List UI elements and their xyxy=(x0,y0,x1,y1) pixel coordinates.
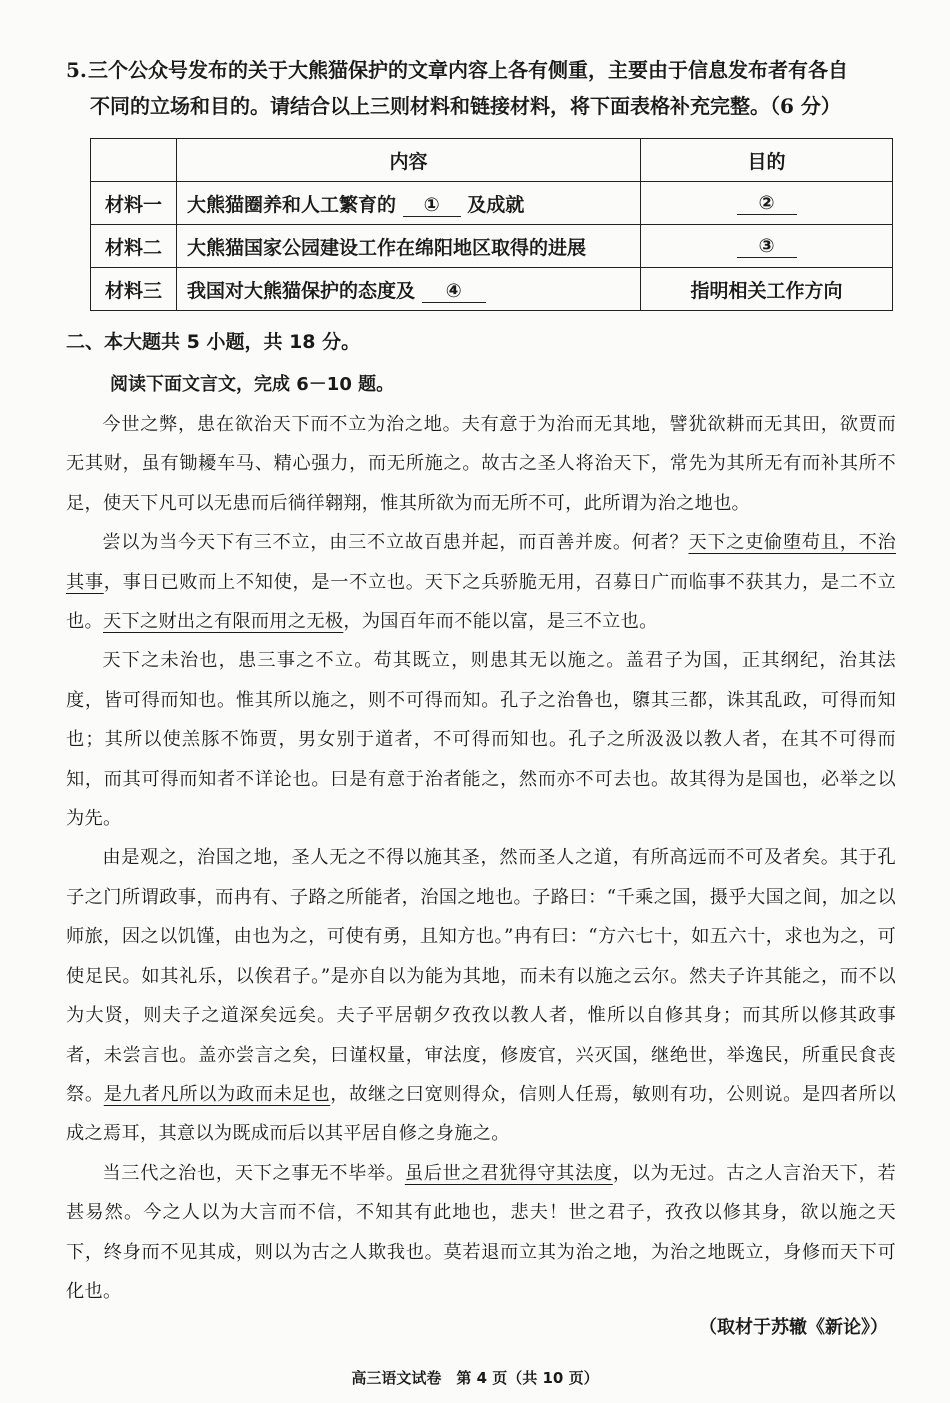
passage-paragraph-4 xyxy=(66,838,896,1153)
row-purpose xyxy=(641,225,893,268)
row-purpose: 指明相关工作方向 xyxy=(641,268,893,311)
reading-instruction: 阅读下面文言文，完成 6－10 题。 xyxy=(110,374,395,395)
row-purpose xyxy=(641,182,893,225)
content-text-after: 及成就 xyxy=(467,193,525,216)
classical-chinese-passage xyxy=(66,405,896,1311)
text-segment: 尝以为当今天下有三不立，由三不立故百患并起，而百善并废。何者？ xyxy=(102,532,689,554)
text-segment: ，以为无过。古之人言治天下，若甚易然。今之人以为大言而不信，不知其有此地也，悲夫！世之君子，孜孜以修其身，欲以施之天下，终身而不见其成，则以为古之人欺我也。莫若退而立其为治之地，为治之地既立，身修而天下可化也。 xyxy=(66,1162,896,1302)
table-header-empty xyxy=(91,139,177,182)
text-segment: ，故继之曰宽则得众，信则人任焉，敏则有功，公则说。是四者所以成之焉耳，其意以为既成而后以其平居自修之身施之。 xyxy=(66,1083,896,1145)
question-text-line2: 不同的立场和目的。请结合以上三则材料和链接材料，将下面表格补充完整。（6 分） xyxy=(90,94,841,118)
text-segment: 由是观之，治国之地，圣人无之不得以施其圣，然而圣人之道，有所高远而不可及者矣。其于孔子之门所谓政事，而冉有、子路之所能者，治国之地也。子路曰：“千乘之国，摄乎大国之间，加之以师旅，因之以饥馑，由也为之，可使有勇，且知方也。”冉有曰：“方六七十，如五六十，求也为之，可使足民。如其礼乐，以俟君子。”是亦自以为能为其地，而未有以施之云尔。然夫子许其能之，而不以为大贤，则夫子之道深矣远矣。夫子平居朝夕孜孜以教人者，惟所以自修其身；而其所以修其政事者，未尝言也。盖亦尝言之矣，曰谨权量，审法度，修废官，兴灭国，继绝世，举逸民，所重民食丧祭。 xyxy=(66,847,896,1105)
answer-blank-4[interactable]: ④ xyxy=(422,280,486,303)
text-segment: ，事日已败而上不知使，是一不立也。天下之兵骄脆无用，召募日广而临事不获其力，是二不立也。 xyxy=(66,571,896,633)
table-row xyxy=(91,182,893,225)
text-segment: 当三代之治也，天下之事无不毕举。 xyxy=(102,1162,405,1184)
passage-paragraph-2 xyxy=(66,523,896,641)
row-label: 材料一 xyxy=(91,182,177,225)
question-text-line1: 三个公众号发布的关于大熊猫保护的文章内容上各有侧重，主要由于信息发布者有各自 xyxy=(88,58,848,82)
passage-source: （取材于苏辙《新论》） xyxy=(699,1317,888,1338)
row-content xyxy=(177,268,641,311)
row-content xyxy=(177,182,641,225)
underlined-sentence-3: 是九者凡所以为政而未足也 xyxy=(103,1083,331,1105)
underlined-sentence-1: 天下之吏偷堕苟且，不治其事 xyxy=(66,532,896,593)
table-row xyxy=(91,225,893,268)
passage-paragraph-1: 今世之弊，患在欲治天下而不立为治之地。夫有意于为治而无其地，譬犹欲耕而无其田，欲贾而无其财，虽有锄耰车马、精心强力，而无所施之。故古之圣人将治天下，常先为其所无有而补其所不足，使天下凡可以无患而后徜徉翱翔，惟其所欲为而无所不可，此所谓为治之地也。 xyxy=(66,414,896,514)
question-number: 5. xyxy=(66,58,87,82)
underlined-sentence-4: 虽后世之君犹得守其法度 xyxy=(404,1162,613,1184)
question-5 xyxy=(66,52,896,124)
answer-blank-2[interactable]: ② xyxy=(737,192,797,215)
table-header-row xyxy=(91,139,893,182)
row-label: 材料二 xyxy=(91,225,177,268)
table-header-purpose: 目的 xyxy=(641,139,893,182)
content-text: 大熊猫圈养和人工繁育的 xyxy=(187,193,397,216)
content-text: 我国对大熊猫保护的态度及 xyxy=(187,279,416,302)
text-segment: ，为国百年而不能以富，是三不立也。 xyxy=(343,611,658,633)
underlined-sentence-2: 天下之财出之有限而用之无极 xyxy=(102,611,344,633)
passage-paragraph-3: 天下之未治也，患三事之不立。苟其既立，则患其无以施之。盖君子为国，正其纲纪，治其法度，皆可得而知也。惟其所以施之，则不可得而知。孔子之治鲁也，隳其三都，诛其乱政，可得而知也；其所以使羔豚不饰贾，男女别于道者，不可得而知也。孔子之所汲汲以教人者，在其不可得而知，而其可得而知者不详论也。曰是有意于治者能之，然而亦不可去也。故其得为是国也，必举之以为先。 xyxy=(66,650,896,830)
section-2-title: 二、本大题共 5 小题，共 18 分。 xyxy=(66,331,361,353)
answer-table xyxy=(90,138,893,311)
answer-blank-1[interactable]: ① xyxy=(403,194,461,217)
page-footer: 高三语文试卷 第 4 页（共 10 页） xyxy=(351,1369,599,1387)
row-content: 大熊猫国家公园建设工作在绵阳地区取得的进展 xyxy=(177,225,641,268)
answer-blank-3[interactable]: ③ xyxy=(737,235,797,258)
passage-paragraph-5 xyxy=(66,1154,896,1312)
row-label: 材料三 xyxy=(91,268,177,311)
table-header-content: 内容 xyxy=(177,139,641,182)
table-row xyxy=(91,268,893,311)
